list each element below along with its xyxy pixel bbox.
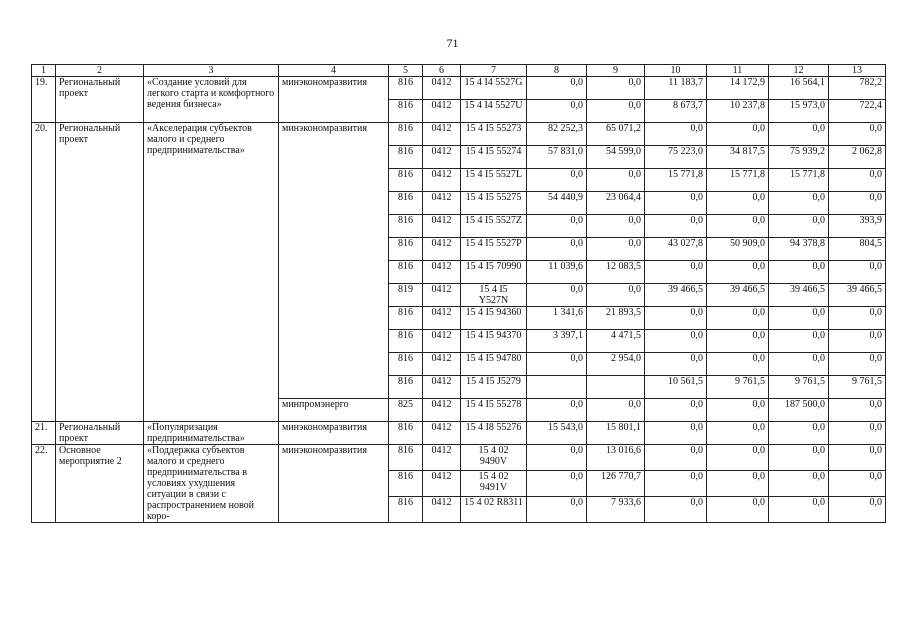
cell: 0,0 xyxy=(527,284,587,307)
cell: 0,0 xyxy=(707,330,769,353)
cell: 75 939,2 xyxy=(769,146,829,169)
cell: 82 252,3 xyxy=(527,123,587,146)
cell: 8 673,7 xyxy=(645,100,707,123)
header-cell: 10 xyxy=(645,65,707,77)
cell: 0412 xyxy=(423,215,461,238)
cell: 816 xyxy=(389,471,423,497)
cell: 0,0 xyxy=(769,261,829,284)
cell: 0,0 xyxy=(707,353,769,376)
cell: 0,0 xyxy=(769,192,829,215)
cell: 0,0 xyxy=(707,215,769,238)
cell: 0412 xyxy=(423,169,461,192)
cell: 0,0 xyxy=(645,261,707,284)
cell: 0,0 xyxy=(527,445,587,471)
cell: 0,0 xyxy=(527,353,587,376)
cell: 0412 xyxy=(423,261,461,284)
cell: 15 4 I5 55274 xyxy=(461,146,527,169)
cell: 816 xyxy=(389,169,423,192)
header-cell: 13 xyxy=(829,65,886,77)
row-executor: минэкономразвития xyxy=(279,123,389,399)
cell: 43 027,8 xyxy=(645,238,707,261)
cell: 0,0 xyxy=(527,77,587,100)
cell: 15 4 I4 5527G xyxy=(461,77,527,100)
cell: 816 xyxy=(389,330,423,353)
cell: 15 4 02 9491V xyxy=(461,471,527,497)
cell: 816 xyxy=(389,215,423,238)
row-type: Региональный проект xyxy=(56,77,144,123)
cell: 816 xyxy=(389,307,423,330)
cell: 0,0 xyxy=(707,422,769,445)
row-type: Основное мероприятие 2 xyxy=(56,445,144,523)
row-executor: минпромэнерго xyxy=(279,399,389,422)
cell: 94 378,8 xyxy=(769,238,829,261)
cell: 187 500,0 xyxy=(769,399,829,422)
cell: 39 466,5 xyxy=(769,284,829,307)
cell: 15 4 I5 5527P xyxy=(461,238,527,261)
row-number: 19. xyxy=(32,77,56,123)
header-cell: 7 xyxy=(461,65,527,77)
cell: 0,0 xyxy=(645,471,707,497)
cell: 0,0 xyxy=(707,497,769,523)
header-cell: 11 xyxy=(707,65,769,77)
cell: 10 561,5 xyxy=(645,376,707,399)
cell: 0,0 xyxy=(769,471,829,497)
cell: 15 4 I5 Y527N xyxy=(461,284,527,307)
cell: 0,0 xyxy=(769,445,829,471)
cell: 11 183,7 xyxy=(645,77,707,100)
cell: 816 xyxy=(389,146,423,169)
cell: 0,0 xyxy=(769,353,829,376)
cell: 15 4 I5 94360 xyxy=(461,307,527,330)
cell: 0,0 xyxy=(769,422,829,445)
cell: 0,0 xyxy=(527,100,587,123)
cell: 816 xyxy=(389,123,423,146)
cell: 825 xyxy=(389,399,423,422)
cell: 816 xyxy=(389,238,423,261)
cell: 0,0 xyxy=(829,399,886,422)
cell: 0,0 xyxy=(707,261,769,284)
cell: 15 4 I5 94780 xyxy=(461,353,527,376)
header-cell: 2 xyxy=(56,65,144,77)
cell: 23 064,4 xyxy=(587,192,645,215)
row-number: 21. xyxy=(32,422,56,445)
cell: 11 039,6 xyxy=(527,261,587,284)
cell: 0,0 xyxy=(645,497,707,523)
cell: 0,0 xyxy=(587,215,645,238)
cell: 0,0 xyxy=(645,445,707,471)
cell: 0,0 xyxy=(527,169,587,192)
cell: 15 4 I5 5527Z xyxy=(461,215,527,238)
budget-table xyxy=(31,64,886,523)
cell: 0,0 xyxy=(829,445,886,471)
cell: 0,0 xyxy=(527,238,587,261)
cell: 39 466,5 xyxy=(707,284,769,307)
cell: 15 771,8 xyxy=(707,169,769,192)
cell: 0412 xyxy=(423,376,461,399)
cell: 15 801,1 xyxy=(587,422,645,445)
row-executor: минэкономразвития xyxy=(279,77,389,123)
cell: 816 xyxy=(389,353,423,376)
cell: 0412 xyxy=(423,399,461,422)
row-name: «Поддержка субъектов малого и среднего предпринимательства в условиях ухудшения ситуации в связи с распространением новой коро- xyxy=(144,445,279,523)
cell: 0,0 xyxy=(587,169,645,192)
header-cell: 12 xyxy=(769,65,829,77)
cell: 0,0 xyxy=(707,471,769,497)
cell: 15 4 02 9490V xyxy=(461,445,527,471)
header-cell: 3 xyxy=(144,65,279,77)
cell: 15 4 I5 5527L xyxy=(461,169,527,192)
cell: 15 4 I5 J5279 xyxy=(461,376,527,399)
row-name: «Популяризация предпринимательства» xyxy=(144,422,279,445)
cell: 0,0 xyxy=(769,330,829,353)
row-type: Региональный проект xyxy=(56,422,144,445)
cell: 13 016,6 xyxy=(587,445,645,471)
cell: 10 237,8 xyxy=(707,100,769,123)
cell: 7 933,6 xyxy=(587,497,645,523)
cell: 0,0 xyxy=(707,445,769,471)
row-executor: минэкономразвития xyxy=(279,422,389,445)
cell xyxy=(587,376,645,399)
cell: 0412 xyxy=(423,100,461,123)
cell: 75 223,0 xyxy=(645,146,707,169)
header-cell: 4 xyxy=(279,65,389,77)
cell: 0,0 xyxy=(587,284,645,307)
cell: 0,0 xyxy=(829,169,886,192)
cell: 12 083,5 xyxy=(587,261,645,284)
cell: 126 770,7 xyxy=(587,471,645,497)
cell: 15 771,8 xyxy=(769,169,829,192)
cell: 15 4 02 R8311 xyxy=(461,497,527,523)
cell: 14 172,9 xyxy=(707,77,769,100)
table-row xyxy=(32,123,886,146)
cell: 816 xyxy=(389,497,423,523)
cell: 0412 xyxy=(423,497,461,523)
cell: 15 4 I5 94370 xyxy=(461,330,527,353)
cell: 804,5 xyxy=(829,238,886,261)
cell: 0,0 xyxy=(645,192,707,215)
cell: 0412 xyxy=(423,238,461,261)
cell: 0,0 xyxy=(707,123,769,146)
cell: 0412 xyxy=(423,192,461,215)
table-row xyxy=(32,77,886,100)
cell: 4 471,5 xyxy=(587,330,645,353)
row-number: 20. xyxy=(32,123,56,422)
cell: 393,9 xyxy=(829,215,886,238)
cell: 0,0 xyxy=(769,497,829,523)
cell: 816 xyxy=(389,422,423,445)
cell: 0412 xyxy=(423,146,461,169)
cell: 0,0 xyxy=(527,399,587,422)
cell: 15 543,0 xyxy=(527,422,587,445)
table-row xyxy=(32,422,886,445)
cell: 0,0 xyxy=(527,471,587,497)
cell: 0,0 xyxy=(829,471,886,497)
cell xyxy=(527,376,587,399)
cell: 15 973,0 xyxy=(769,100,829,123)
cell: 0,0 xyxy=(829,422,886,445)
cell: 0,0 xyxy=(829,353,886,376)
cell: 0,0 xyxy=(829,307,886,330)
cell: 0412 xyxy=(423,284,461,307)
row-type: Региональный проект xyxy=(56,123,144,422)
cell: 0,0 xyxy=(645,330,707,353)
cell: 15 4 I5 55273 xyxy=(461,123,527,146)
cell: 54 440,9 xyxy=(527,192,587,215)
cell: 0,0 xyxy=(707,192,769,215)
cell: 0,0 xyxy=(707,307,769,330)
cell: 0,0 xyxy=(829,261,886,284)
cell: 0412 xyxy=(423,445,461,471)
cell: 0,0 xyxy=(527,215,587,238)
cell: 15 4 I5 70990 xyxy=(461,261,527,284)
cell: 819 xyxy=(389,284,423,307)
cell: 0412 xyxy=(423,307,461,330)
cell: 3 397,1 xyxy=(527,330,587,353)
cell: 0412 xyxy=(423,353,461,376)
cell: 0,0 xyxy=(707,399,769,422)
cell: 57 831,0 xyxy=(527,146,587,169)
cell: 9 761,5 xyxy=(707,376,769,399)
cell: 9 761,5 xyxy=(829,376,886,399)
row-executor: минэкономразвития xyxy=(279,445,389,523)
cell: 0412 xyxy=(423,422,461,445)
cell: 39 466,5 xyxy=(829,284,886,307)
cell: 1 341,6 xyxy=(527,307,587,330)
cell: 816 xyxy=(389,192,423,215)
cell: 0,0 xyxy=(769,307,829,330)
cell: 34 817,5 xyxy=(707,146,769,169)
cell: 816 xyxy=(389,77,423,100)
cell: 0412 xyxy=(423,123,461,146)
header-row xyxy=(32,65,886,77)
cell: 15 4 I5 55278 xyxy=(461,399,527,422)
cell: 15 4 I5 55275 xyxy=(461,192,527,215)
cell: 0,0 xyxy=(587,100,645,123)
cell: 0,0 xyxy=(829,330,886,353)
cell: 15 771,8 xyxy=(645,169,707,192)
cell: 0412 xyxy=(423,471,461,497)
cell: 0,0 xyxy=(769,215,829,238)
cell: 816 xyxy=(389,261,423,284)
cell: 0,0 xyxy=(829,123,886,146)
cell: 816 xyxy=(389,376,423,399)
cell: 0,0 xyxy=(769,123,829,146)
header-cell: 1 xyxy=(32,65,56,77)
cell: 0,0 xyxy=(645,353,707,376)
cell: 15 4 I8 55276 xyxy=(461,422,527,445)
page-number: 71 xyxy=(446,36,459,50)
cell: 65 071,2 xyxy=(587,123,645,146)
cell: 816 xyxy=(389,100,423,123)
cell: 2 062,8 xyxy=(829,146,886,169)
cell: 54 599,0 xyxy=(587,146,645,169)
cell: 0,0 xyxy=(829,497,886,523)
cell: 9 761,5 xyxy=(769,376,829,399)
cell: 39 466,5 xyxy=(645,284,707,307)
row-name: «Акселерация субъектов малого и среднего предпринимательства» xyxy=(144,123,279,422)
cell: 0,0 xyxy=(587,399,645,422)
cell: 0412 xyxy=(423,330,461,353)
cell: 722,4 xyxy=(829,100,886,123)
header-cell: 6 xyxy=(423,65,461,77)
header-cell: 8 xyxy=(527,65,587,77)
cell: 0,0 xyxy=(645,307,707,330)
header-cell: 9 xyxy=(587,65,645,77)
cell: 16 564,1 xyxy=(769,77,829,100)
header-cell: 5 xyxy=(389,65,423,77)
cell: 0,0 xyxy=(645,399,707,422)
cell: 816 xyxy=(389,445,423,471)
cell: 0,0 xyxy=(829,192,886,215)
cell: 0412 xyxy=(423,77,461,100)
row-name: «Создание условий для легкого старта и комфортного ведения бизнеса» xyxy=(144,77,279,123)
cell: 0,0 xyxy=(645,422,707,445)
cell: 0,0 xyxy=(587,77,645,100)
cell: 2 954,0 xyxy=(587,353,645,376)
cell: 21 893,5 xyxy=(587,307,645,330)
cell: 782,2 xyxy=(829,77,886,100)
cell: 15 4 I4 5527U xyxy=(461,100,527,123)
cell: 0,0 xyxy=(645,215,707,238)
cell: 0,0 xyxy=(527,497,587,523)
cell: 0,0 xyxy=(645,123,707,146)
cell: 50 909,0 xyxy=(707,238,769,261)
row-number: 22. xyxy=(32,445,56,523)
table-row xyxy=(32,445,886,471)
cell: 0,0 xyxy=(587,238,645,261)
